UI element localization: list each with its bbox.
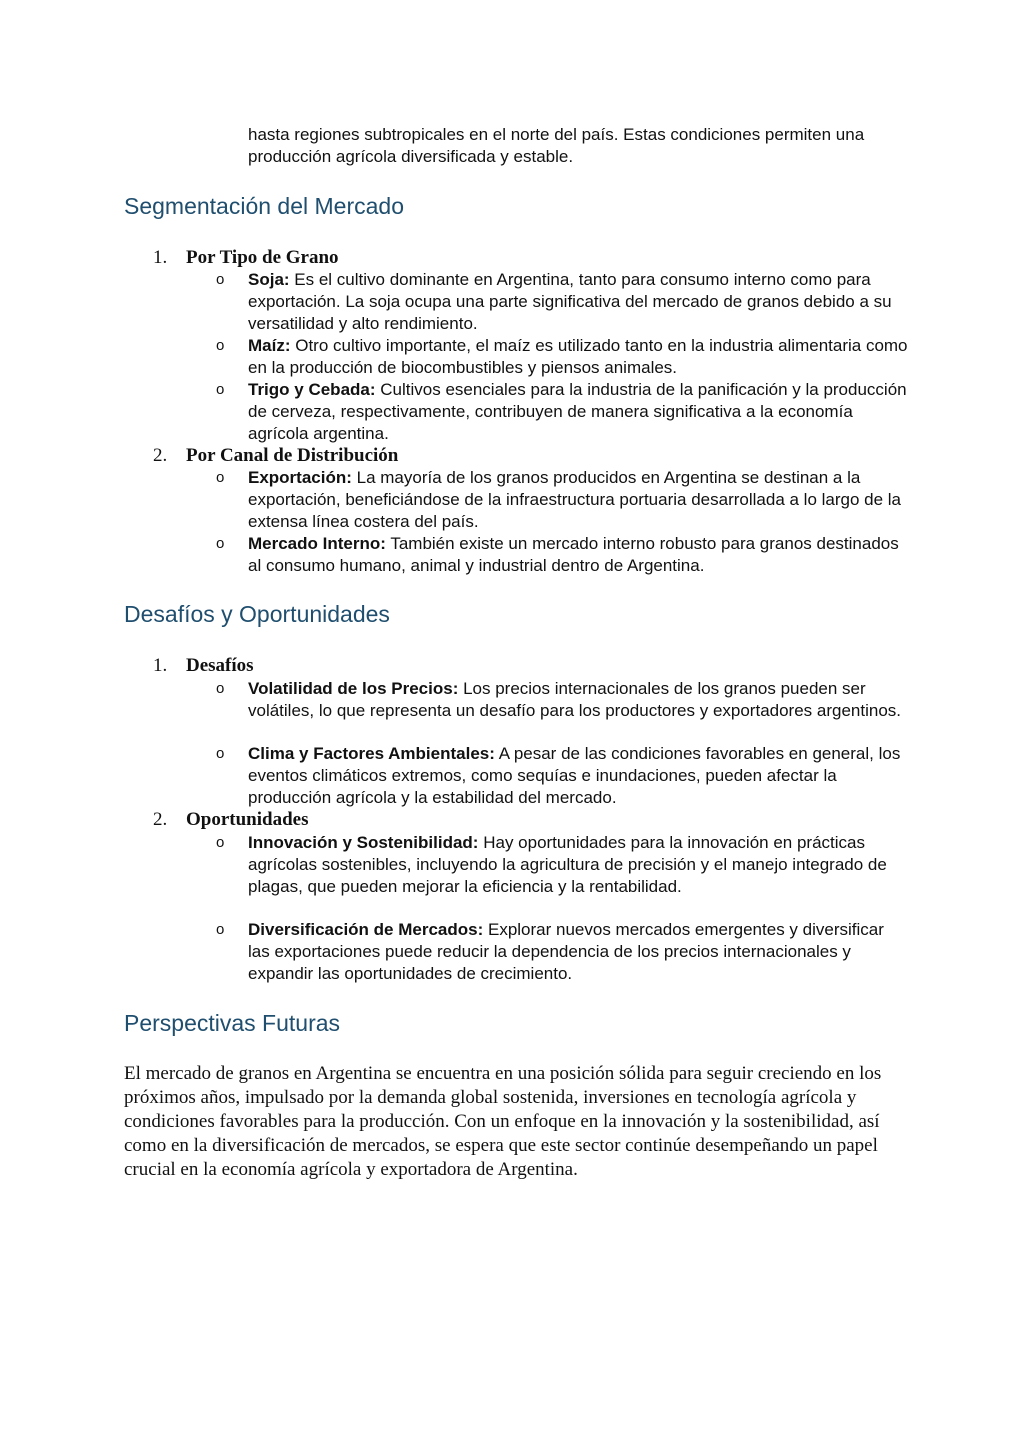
bullet-maiz	[248, 335, 908, 379]
bullet-text: También existe un mercado interno robusto para granos destinados al consumo humano, animal y industrial dentro de Argentina.	[248, 534, 899, 575]
bullet-label: Soja:	[248, 270, 290, 289]
bullet-marker: o	[216, 680, 225, 697]
list-title: Desafíos	[186, 655, 254, 676]
bullet-trigo-cebada	[248, 379, 908, 445]
bullet-mercado-interno	[248, 533, 908, 577]
bullet-label: Clima y Factores Ambientales:	[248, 744, 495, 763]
bullet-text: Hay oportunidades para la innovación en prácticas agrícolas sostenibles, incluyendo la agricultura de precisión y el manejo integrado de plagas, que pueden mejorar la eficiencia y la rentabilidad.	[248, 833, 887, 896]
list-number: 2.	[153, 809, 168, 830]
bullet-marker: o	[216, 469, 225, 486]
intro-continuation: hasta regiones subtropicales en el norte del país. Estas condiciones permiten una producción agrícola diversificada y estable.	[248, 125, 865, 166]
list-title: Por Tipo de Grano	[186, 247, 339, 268]
list-number: 2.	[153, 445, 168, 466]
list-title: Oportunidades	[186, 809, 309, 830]
bullet-soja	[248, 269, 908, 335]
bullet-text: Cultivos esenciales para la industria de la panificación y la producción de cerveza, respectivamente, contribuyen de manera significativa a la economía agrícola argentina.	[248, 380, 907, 443]
bullet-diversificacion	[248, 919, 908, 985]
bullet-innovacion	[248, 832, 908, 898]
bullet-text: Otro cultivo importante, el maíz es utilizado tanto en la industria alimentaria como en la producción de biocombustibles y piensos animales.	[248, 336, 908, 377]
bullet-marker: o	[216, 745, 225, 762]
bullet-label: Volatilidad de los Precios:	[248, 679, 459, 698]
bullet-text: La mayoría de los granos producidos en Argentina se destinan a la exportación, beneficiándose de la infraestructura portuaria desarrollada a lo largo de la extensa línea costera del país.	[248, 468, 902, 531]
bullet-marker: o	[216, 834, 225, 851]
bullet-marker: o	[216, 337, 225, 354]
bullet-marker: o	[216, 271, 225, 288]
list-number: 1.	[153, 247, 168, 268]
bullet-label: Innovación y Sostenibilidad:	[248, 833, 479, 852]
list-title: Por Canal de Distribución	[186, 445, 399, 466]
bullet-label: Trigo y Cebada:	[248, 380, 376, 399]
bullet-text: Explorar nuevos mercados emergentes y diversificar las exportaciones puede reducir la dependencia de los precios internacionales y expandir las oportunidades de crecimiento.	[248, 920, 884, 983]
bullet-text: Es el cultivo dominante en Argentina, tanto para consumo interno como para exportación. La soja ocupa una parte significativa del mercado de granos debido a su versatilidad y alto rendimiento.	[248, 270, 892, 333]
bullet-clima	[248, 743, 908, 809]
bullet-exportacion	[248, 467, 908, 533]
section-heading-perspectivas: Perspectivas Futuras	[124, 1010, 341, 1036]
bullet-label: Mercado Interno:	[248, 534, 386, 553]
bullet-label: Maíz:	[248, 336, 291, 355]
perspectivas-paragraph: El mercado de granos en Argentina se encuentra en una posición sólida para seguir creciendo en los próximos años, impulsado por la demanda global sostenida, inversiones en tecnología agrícola y condiciones favorables para la producción. Con un enfoque en la innovación y la sostenibilidad, así como en la diversificación de mercados, se espera que este sector continúe desempeñando un papel crucial en la economía agrícola y exportadora de Argentina.	[124, 1063, 882, 1180]
bullet-label: Exportación:	[248, 468, 352, 487]
bullet-text: Los precios internacionales de los granos pueden ser volátiles, lo que representa un desafío para los productores y exportadores argentinos.	[248, 679, 902, 720]
bullet-text: A pesar de las condiciones favorables en general, los eventos climáticos extremos, como sequías e inundaciones, pueden afectar la producción agrícola y la estabilidad del mercado.	[248, 744, 901, 807]
bullet-marker: o	[216, 535, 225, 552]
section-heading-segmentacion: Segmentación del Mercado	[124, 193, 404, 219]
bullet-marker: o	[216, 921, 225, 938]
bullet-marker: o	[216, 381, 225, 398]
section-heading-desafios: Desafíos y Oportunidades	[124, 601, 390, 627]
list-number: 1.	[153, 655, 168, 676]
bullet-label: Diversificación de Mercados:	[248, 920, 484, 939]
bullet-volatilidad	[248, 678, 908, 722]
